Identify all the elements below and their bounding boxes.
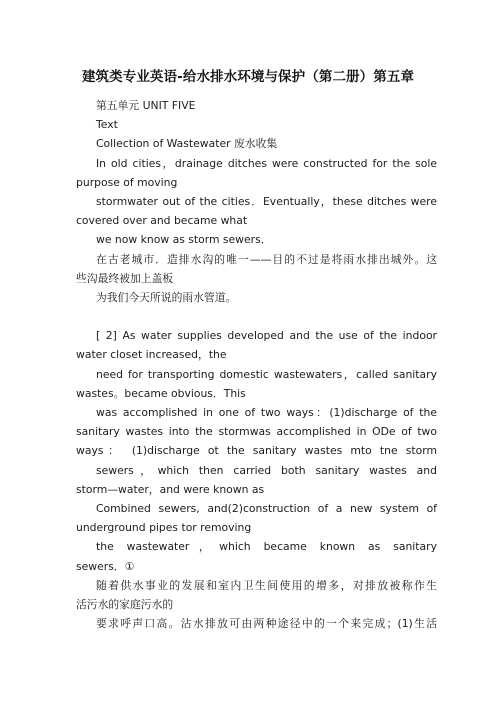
text-line: underground pipes tor removing [76,521,252,535]
text-line: purpose of moving [76,175,178,189]
text-line: 在古老城市．造排水沟的唯一——目的不过是将雨水排出城外。这 [96,252,437,266]
text-line: 些沟最终被加上盖板 [76,271,174,285]
text-line: we now know as storm sewers． [96,233,272,247]
text-line: Collection of Wastewater 废水收集 [96,137,278,151]
text-line: sewers．① [76,559,135,573]
text-line: In old cities，drainage ditches were constructed for the sole [96,156,437,170]
text-line: sanitary wastes into the stormwas accomplished in ODe of two [76,425,437,439]
text-line: 第五单元 UNIT FIVE [96,99,196,112]
text-line: wastes。became obvious．This [76,386,246,400]
text-line: [ 2] As water supplies developed and the use of the indoor [96,329,437,343]
text-line: Combined sewers, and(2)construction of a new system of [96,501,437,515]
text-line: covered over and became what [76,214,248,228]
text-line: 为我们今天所说的雨水管道。 [96,290,237,304]
text-line: Text [96,118,118,132]
text-line: 随着供水事业的发展和室内卫生间使用的增多，对排放被称作生 [96,578,437,592]
document-title: 建筑类专业英语-给水排水环境与保护（第二册）第五章 [81,69,415,85]
document-body [76,96,437,633]
text-line: 要求呼声口高。沾水排放可由两种途径中的一个来完成；(1)生活 [96,617,437,631]
text-line: stormwater out of the cities．Eventually，these ditches were [96,194,437,208]
text-line: 活污水的家庭污水的 [76,597,174,611]
text-line: the wastewater，which became known as sanitary [96,540,437,554]
text-line: need for transporting domestic wastewaters，called sanitary [96,367,437,381]
text-line: ways： (1)discharge ot the sanitary wastes mto tne storm [76,444,437,458]
text-line: storm—water，and were known as [76,482,265,496]
text-line: sewers，which then carried both sanitary wastes and [96,463,437,477]
text-line: was accomplished in one of two ways：(1)discharge of the [96,406,437,419]
blank-line [76,307,437,326]
text-line: water closet increased，the [76,348,227,362]
